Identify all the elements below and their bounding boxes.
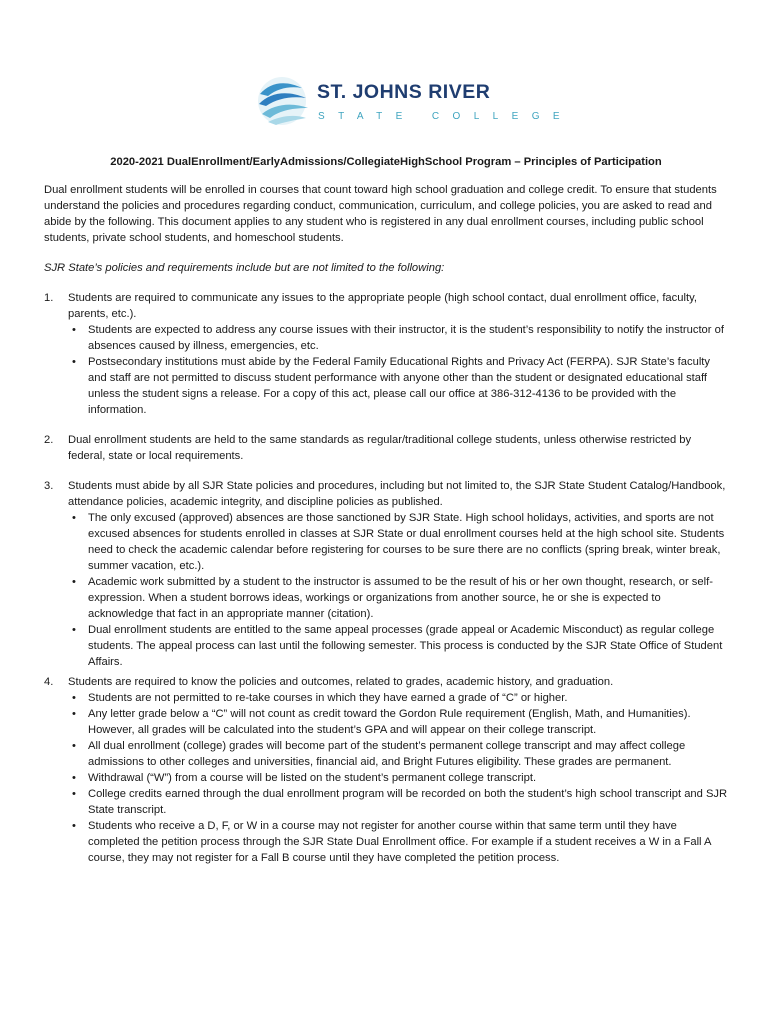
bullet-icon: • xyxy=(72,820,76,832)
bullet-text: College credits earned through the dual enrollment program will be recorded on both the student’s high school transcript and SJR State transcript. xyxy=(88,788,728,816)
bullet-text: Academic work submitted by a student to the instructor is assumed to be the result of his or her own thought, research, or self-expression. When a student borrows ideas, workings or organizations from another source, he or she is expected to acknowledge that fact in an appropriate manner (citation). xyxy=(88,576,713,620)
item-number: 3. xyxy=(44,480,54,492)
bullet-icon: • xyxy=(72,624,76,636)
intro-paragraph: Dual enrollment students will be enrolled in courses that count toward high school graduation and college credit. To ensure that students understand the policies and procedures regarding conduct, communication, curriculum, and college policies, you are asked to read and abide by the following. This document applies to any student who is registered in any dual enrollment courses, including public school students, private school students, and homeschool students. xyxy=(44,184,717,244)
bullet-icon: • xyxy=(72,692,76,704)
bullet-list xyxy=(68,690,728,866)
bullet-icon: • xyxy=(72,740,76,752)
bullet-item xyxy=(68,510,728,574)
logo-college-subtitle: STATE COLLEGE xyxy=(318,111,573,122)
item-text: Students are required to communicate any issues to the appropriate people (high school contact, dual enrollment office, faculty, parents, etc.). xyxy=(68,292,697,320)
bullet-item xyxy=(68,818,728,866)
wave-logo-icon xyxy=(256,76,312,126)
document-body xyxy=(44,154,728,880)
bullet-list xyxy=(68,322,728,418)
bullet-item xyxy=(68,770,728,786)
page-title: 2020-2021 DualEnrollment/EarlyAdmissions/CollegiateHighSchool Program – Principles of Participation xyxy=(110,156,662,168)
item-number: 1. xyxy=(44,292,54,304)
bullet-item xyxy=(68,322,728,354)
bullet-icon: • xyxy=(72,772,76,784)
bullet-item xyxy=(68,622,728,670)
bullet-item xyxy=(68,690,728,706)
logo-college-name: ST. JOHNS RIVER xyxy=(317,81,491,103)
bullet-text: Students are not permitted to re-take courses in which they have earned a grade of “C” or higher. xyxy=(88,692,568,704)
bullet-text: Students are expected to address any course issues with their instructor, it is the student’s responsibility to notify the instructor of absences caused by illness, emergencies, etc. xyxy=(88,324,724,352)
bullet-text: The only excused (approved) absences are those sanctioned by SJR State. High school holidays, activities, and sports are not excused absences for students enrolled in classes at SJR State or dual enrollment courses held at the high school site. Students need to check the academic calendar before registering for courses to be sure there are no conflicts (spring break, winter break, summer vacation, etc.). xyxy=(88,512,725,572)
bullet-text: Postsecondary institutions must abide by the Federal Family Educational Rights and Privacy Act (FERPA). SJR State’s faculty and staff are not permitted to discuss student performance with anyone other than the student or designated educational staff unless the student signs a release. For a copy of this act, please call our office at 386-312-4136 to be provided with the information. xyxy=(88,356,711,416)
bullet-list xyxy=(68,510,728,670)
item-text: Students are required to know the policies and outcomes, related to grades, academic history, and graduation. xyxy=(68,676,614,688)
bullet-text: All dual enrollment (college) grades will become part of the student’s permanent college transcript and may affect college admissions to other colleges and universities, financial aid, and Bright Futures eligibility. These grades are permanent. xyxy=(88,740,686,768)
list-item xyxy=(44,478,728,670)
bullet-icon: • xyxy=(72,356,76,368)
bullet-icon: • xyxy=(72,576,76,588)
policies-lead-in: SJR State’s policies and requirements include but are not limited to the following: xyxy=(44,262,445,274)
principles-list xyxy=(44,290,728,866)
bullet-text: Any letter grade below a “C” will not count as credit toward the Gordon Rule requirement (English, Math, and Humanities). However, all grades will be calculated into the student’s GPA and will appear on their college transcript. xyxy=(88,708,691,736)
bullet-icon: • xyxy=(72,324,76,336)
list-item xyxy=(44,432,728,464)
bullet-item xyxy=(68,574,728,622)
list-item xyxy=(44,674,728,866)
bullet-item xyxy=(68,738,728,770)
bullet-icon: • xyxy=(72,708,76,720)
item-text: Dual enrollment students are held to the same standards as regular/traditional college students, unless otherwise restricted by federal, state or local requirements. xyxy=(68,434,692,462)
item-text: Students must abide by all SJR State policies and procedures, including but not limited to, the SJR State Student Catalog/Handbook, attendance policies, academic integrity, and discipline policies as published. xyxy=(68,480,726,508)
bullet-text: Dual enrollment students are entitled to the same appeal processes (grade appeal or Academic Misconduct) as regular college students. The appeal process can last until the following semester. This process is conducted by the SJR State Office of Student Affairs. xyxy=(88,624,723,668)
bullet-text: Students who receive a D, F, or W in a course may not register for another course within that same term until they have completed the petition process through the SJR State Dual Enrollment office. For example if a student receives a W in a Fall A course, they may not register for a Fall B course until they have completed the petition process. xyxy=(88,820,711,864)
college-logo xyxy=(256,76,573,132)
bullet-icon: • xyxy=(72,512,76,524)
list-item xyxy=(44,290,728,418)
item-number: 4. xyxy=(44,676,54,688)
bullet-item xyxy=(68,706,728,738)
bullet-item xyxy=(68,354,728,418)
bullet-text: Withdrawal (“W”) from a course will be listed on the student’s permanent college transcript. xyxy=(88,772,537,784)
bullet-item xyxy=(68,786,728,818)
bullet-icon: • xyxy=(72,788,76,800)
item-number: 2. xyxy=(44,434,54,446)
